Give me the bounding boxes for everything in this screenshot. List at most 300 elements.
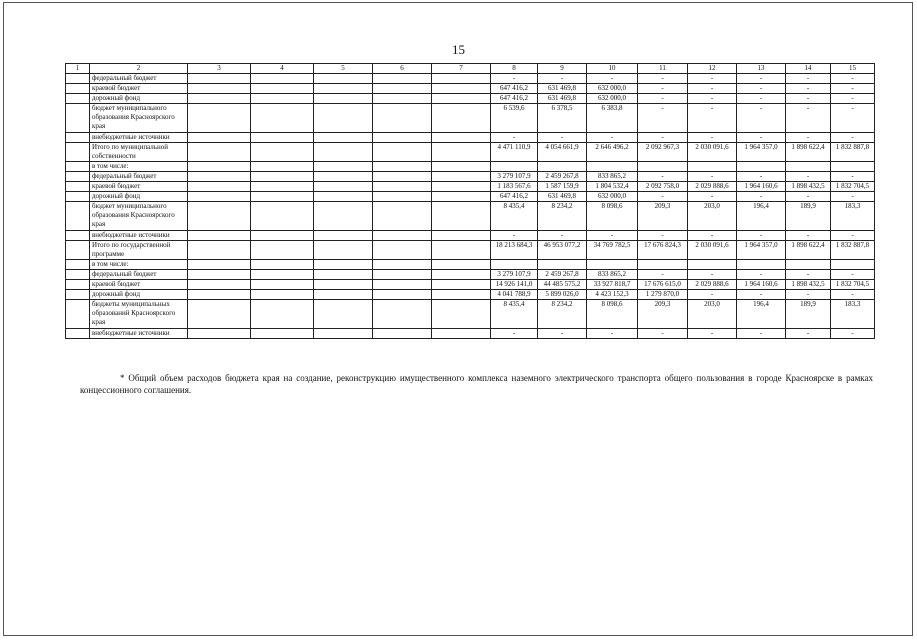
value-cell: 2 646 496,2 bbox=[587, 143, 638, 162]
row-label: внебюджетные источники bbox=[90, 231, 188, 241]
value-cell: - bbox=[786, 231, 831, 241]
value-cell bbox=[688, 162, 737, 172]
value-cell: - bbox=[786, 172, 831, 182]
row-cell-empty bbox=[251, 84, 314, 94]
row-label: дорожный фонд bbox=[90, 290, 188, 300]
value-cell: 1 964 160,6 bbox=[737, 280, 786, 290]
row-cell-empty bbox=[373, 280, 432, 290]
row-cell-empty bbox=[66, 143, 90, 162]
value-cell: 17 676 824,3 bbox=[638, 241, 688, 260]
value-cell: 8 098,6 bbox=[587, 202, 638, 231]
row-cell-empty bbox=[251, 172, 314, 182]
row-cell-empty bbox=[66, 192, 90, 202]
value-cell: - bbox=[688, 192, 737, 202]
value-cell: - bbox=[786, 329, 831, 339]
value-cell: 2 029 888,6 bbox=[688, 182, 737, 192]
row-cell-empty bbox=[314, 300, 373, 329]
row-cell-empty bbox=[251, 290, 314, 300]
row-label: в том числе: bbox=[90, 260, 188, 270]
row-cell-empty bbox=[66, 162, 90, 172]
value-cell: 1 587 159,9 bbox=[538, 182, 587, 192]
row-label: федеральный бюджет bbox=[90, 74, 188, 84]
row-cell-empty bbox=[188, 133, 251, 143]
value-cell: - bbox=[737, 84, 786, 94]
column-header: 6 bbox=[373, 64, 432, 74]
value-cell: 196,4 bbox=[737, 202, 786, 231]
value-cell: 8 098,6 bbox=[587, 300, 638, 329]
row-cell-empty bbox=[188, 162, 251, 172]
value-cell: - bbox=[638, 172, 688, 182]
column-header: 15 bbox=[831, 64, 875, 74]
row-cell-empty bbox=[66, 202, 90, 231]
row-label: краевой бюджет bbox=[90, 84, 188, 94]
value-cell: - bbox=[831, 133, 875, 143]
row-cell-empty bbox=[251, 202, 314, 231]
value-cell: 2 459 267,8 bbox=[538, 172, 587, 182]
row-cell-empty bbox=[188, 94, 251, 104]
row-cell-empty bbox=[373, 94, 432, 104]
row-cell-empty bbox=[432, 104, 491, 133]
value-cell: - bbox=[831, 172, 875, 182]
row-cell-empty bbox=[314, 231, 373, 241]
row-cell-empty bbox=[314, 329, 373, 339]
value-cell: - bbox=[688, 290, 737, 300]
value-cell bbox=[587, 260, 638, 270]
row-cell-empty bbox=[314, 162, 373, 172]
value-cell: - bbox=[688, 104, 737, 133]
row-cell-empty bbox=[66, 270, 90, 280]
value-cell: - bbox=[538, 133, 587, 143]
column-header: 9 bbox=[538, 64, 587, 74]
value-cell: 44 485 575,2 bbox=[538, 280, 587, 290]
row-cell-empty bbox=[188, 202, 251, 231]
value-cell: - bbox=[786, 104, 831, 133]
row-cell-empty bbox=[188, 260, 251, 270]
value-cell: 4 471 110,9 bbox=[491, 143, 538, 162]
value-cell: - bbox=[688, 329, 737, 339]
row-cell-empty bbox=[432, 329, 491, 339]
row-cell-empty bbox=[66, 94, 90, 104]
row-label: Итого по муниципальной собственности bbox=[90, 143, 188, 162]
row-cell-empty bbox=[432, 290, 491, 300]
row-cell-empty bbox=[251, 133, 314, 143]
row-cell-empty bbox=[188, 231, 251, 241]
column-header: 2 bbox=[90, 64, 188, 74]
value-cell: - bbox=[737, 94, 786, 104]
value-cell: 2 029 888,6 bbox=[688, 280, 737, 290]
row-cell-empty bbox=[373, 329, 432, 339]
row-cell-empty bbox=[314, 94, 373, 104]
value-cell: - bbox=[831, 104, 875, 133]
row-cell-empty bbox=[314, 241, 373, 260]
row-cell-empty bbox=[432, 182, 491, 192]
value-cell: - bbox=[587, 74, 638, 84]
value-cell: - bbox=[538, 329, 587, 339]
value-cell: 209,3 bbox=[638, 300, 688, 329]
value-cell: 3 279 107,9 bbox=[491, 270, 538, 280]
value-cell: 5 899 026,0 bbox=[538, 290, 587, 300]
table-row bbox=[66, 202, 875, 231]
row-cell-empty bbox=[432, 241, 491, 260]
column-header: 12 bbox=[688, 64, 737, 74]
value-cell bbox=[688, 260, 737, 270]
column-header: 10 bbox=[587, 64, 638, 74]
value-cell: - bbox=[737, 104, 786, 133]
row-cell-empty bbox=[66, 74, 90, 84]
value-cell: - bbox=[688, 231, 737, 241]
table-row bbox=[66, 162, 875, 172]
value-cell: - bbox=[688, 133, 737, 143]
table-row bbox=[66, 270, 875, 280]
value-cell: 6 383,8 bbox=[587, 104, 638, 133]
row-cell-empty bbox=[373, 202, 432, 231]
row-cell-empty bbox=[188, 290, 251, 300]
value-cell: - bbox=[587, 133, 638, 143]
value-cell: - bbox=[786, 290, 831, 300]
value-cell bbox=[638, 260, 688, 270]
value-cell: - bbox=[831, 74, 875, 84]
row-cell-empty bbox=[373, 260, 432, 270]
table-row bbox=[66, 241, 875, 260]
table-row bbox=[66, 84, 875, 94]
value-cell: - bbox=[587, 231, 638, 241]
value-cell: 833 865,2 bbox=[587, 172, 638, 182]
value-cell: 46 953 077,2 bbox=[538, 241, 587, 260]
row-label: бюджеты муниципальных образований Красноярского края bbox=[90, 300, 188, 329]
row-cell-empty bbox=[188, 270, 251, 280]
row-cell-empty bbox=[66, 133, 90, 143]
column-header: 13 bbox=[737, 64, 786, 74]
value-cell: - bbox=[737, 74, 786, 84]
value-cell: 631 469,8 bbox=[538, 94, 587, 104]
value-cell: 33 927 818,7 bbox=[587, 280, 638, 290]
value-cell: - bbox=[737, 231, 786, 241]
table-row bbox=[66, 94, 875, 104]
value-cell: 1 898 622,4 bbox=[786, 143, 831, 162]
value-cell: - bbox=[638, 94, 688, 104]
value-cell: 4 054 661,9 bbox=[538, 143, 587, 162]
value-cell bbox=[786, 162, 831, 172]
row-label: бюджет муниципального образования Красноярского края bbox=[90, 202, 188, 231]
row-cell-empty bbox=[373, 231, 432, 241]
value-cell: - bbox=[831, 290, 875, 300]
value-cell: 2 092 967,3 bbox=[638, 143, 688, 162]
row-cell-empty bbox=[251, 260, 314, 270]
value-cell: 1 832 887,8 bbox=[831, 143, 875, 162]
row-cell-empty bbox=[373, 74, 432, 84]
column-header: 4 bbox=[251, 64, 314, 74]
value-cell: 2 459 267,8 bbox=[538, 270, 587, 280]
value-cell bbox=[737, 260, 786, 270]
value-cell: 1 279 870,0 bbox=[638, 290, 688, 300]
row-cell-empty bbox=[314, 192, 373, 202]
row-cell-empty bbox=[251, 192, 314, 202]
value-cell: - bbox=[831, 192, 875, 202]
column-header: 5 bbox=[314, 64, 373, 74]
value-cell: 1 832 704,5 bbox=[831, 182, 875, 192]
row-cell-empty bbox=[66, 300, 90, 329]
row-cell-empty bbox=[314, 74, 373, 84]
row-cell-empty bbox=[251, 104, 314, 133]
value-cell: 4 423 152,3 bbox=[587, 290, 638, 300]
row-cell-empty bbox=[251, 94, 314, 104]
value-cell: - bbox=[737, 290, 786, 300]
row-cell-empty bbox=[314, 270, 373, 280]
row-cell-empty bbox=[66, 260, 90, 270]
footnote-text: * Общий объем расходов бюджета края на создание, реконструкцию имущественного комплекса наземного электрического транспорта общего пользования в городе Красноярске в рамках концессионного соглашения. bbox=[80, 373, 873, 395]
value-cell: - bbox=[638, 104, 688, 133]
row-cell-empty bbox=[251, 162, 314, 172]
value-cell: 196,4 bbox=[737, 300, 786, 329]
row-cell-empty bbox=[188, 300, 251, 329]
value-cell: 631 469,8 bbox=[538, 192, 587, 202]
value-cell: 2 030 091,6 bbox=[688, 241, 737, 260]
row-cell-empty bbox=[432, 162, 491, 172]
value-cell: 203,0 bbox=[688, 202, 737, 231]
table-row bbox=[66, 192, 875, 202]
value-cell: - bbox=[786, 192, 831, 202]
value-cell: 1 183 567,6 bbox=[491, 182, 538, 192]
value-cell: 1 832 887,8 bbox=[831, 241, 875, 260]
value-cell: - bbox=[491, 329, 538, 339]
value-cell: 1 804 532,4 bbox=[587, 182, 638, 192]
row-cell-empty bbox=[314, 143, 373, 162]
value-cell: 1 898 432,5 bbox=[786, 280, 831, 290]
value-cell: 3 279 107,9 bbox=[491, 172, 538, 182]
row-cell-empty bbox=[251, 143, 314, 162]
row-cell-empty bbox=[314, 290, 373, 300]
row-label: внебюджетные источники bbox=[90, 133, 188, 143]
row-label: краевой бюджет bbox=[90, 280, 188, 290]
value-cell: - bbox=[737, 270, 786, 280]
value-cell bbox=[737, 162, 786, 172]
value-cell: 8 234,2 bbox=[538, 300, 587, 329]
table-row bbox=[66, 231, 875, 241]
row-cell-empty bbox=[432, 192, 491, 202]
value-cell: - bbox=[688, 84, 737, 94]
row-cell-empty bbox=[432, 280, 491, 290]
value-cell: 647 416,2 bbox=[491, 84, 538, 94]
value-cell: 1 964 357,0 bbox=[737, 143, 786, 162]
table-row bbox=[66, 143, 875, 162]
row-cell-empty bbox=[432, 172, 491, 182]
row-cell-empty bbox=[373, 143, 432, 162]
row-cell-empty bbox=[373, 241, 432, 260]
column-header: 1 bbox=[66, 64, 90, 74]
value-cell bbox=[638, 162, 688, 172]
value-cell: - bbox=[538, 231, 587, 241]
row-cell-empty bbox=[188, 84, 251, 94]
row-cell-empty bbox=[251, 300, 314, 329]
value-cell: - bbox=[638, 192, 688, 202]
value-cell: 1 898 622,4 bbox=[786, 241, 831, 260]
row-cell-empty bbox=[314, 280, 373, 290]
value-cell: 647 416,2 bbox=[491, 94, 538, 104]
row-cell-empty bbox=[373, 104, 432, 133]
value-cell: 6 539,6 bbox=[491, 104, 538, 133]
row-cell-empty bbox=[432, 300, 491, 329]
table-row bbox=[66, 172, 875, 182]
row-label: внебюджетные источники bbox=[90, 329, 188, 339]
value-cell: 17 676 615,0 bbox=[638, 280, 688, 290]
value-cell bbox=[831, 162, 875, 172]
row-cell-empty bbox=[432, 231, 491, 241]
column-header: 14 bbox=[786, 64, 831, 74]
value-cell: 183,3 bbox=[831, 202, 875, 231]
value-cell bbox=[491, 162, 538, 172]
column-header: 8 bbox=[491, 64, 538, 74]
value-cell: 632 000,0 bbox=[587, 84, 638, 94]
row-cell-empty bbox=[373, 300, 432, 329]
value-cell: - bbox=[737, 172, 786, 182]
row-cell-empty bbox=[314, 104, 373, 133]
row-label: бюджет муниципального образования Красноярского края bbox=[90, 104, 188, 133]
table-row bbox=[66, 290, 875, 300]
value-cell: 189,9 bbox=[786, 300, 831, 329]
value-cell: - bbox=[638, 74, 688, 84]
value-cell: 1 898 432,5 bbox=[786, 182, 831, 192]
row-label: федеральный бюджет bbox=[90, 172, 188, 182]
table-row bbox=[66, 329, 875, 339]
table-row bbox=[66, 74, 875, 84]
row-cell-empty bbox=[251, 270, 314, 280]
row-cell-empty bbox=[373, 270, 432, 280]
row-label: краевой бюджет bbox=[90, 182, 188, 192]
row-cell-empty bbox=[373, 182, 432, 192]
table-row bbox=[66, 260, 875, 270]
value-cell: - bbox=[786, 74, 831, 84]
value-cell: 833 865,2 bbox=[587, 270, 638, 280]
value-cell: - bbox=[786, 94, 831, 104]
row-cell-empty bbox=[314, 84, 373, 94]
value-cell: 203,0 bbox=[688, 300, 737, 329]
row-cell-empty bbox=[188, 192, 251, 202]
value-cell: - bbox=[491, 133, 538, 143]
row-cell-empty bbox=[188, 74, 251, 84]
row-label: дорожный фонд bbox=[90, 192, 188, 202]
value-cell: 8 234,2 bbox=[538, 202, 587, 231]
value-cell: 1 964 160,6 bbox=[737, 182, 786, 192]
budget-table bbox=[65, 63, 875, 339]
value-cell: 632 000,0 bbox=[587, 94, 638, 104]
value-cell: 647 416,2 bbox=[491, 192, 538, 202]
value-cell: - bbox=[491, 74, 538, 84]
row-cell-empty bbox=[251, 329, 314, 339]
value-cell: - bbox=[638, 231, 688, 241]
header-row bbox=[66, 64, 875, 74]
value-cell: - bbox=[638, 329, 688, 339]
value-cell: 2 092 758,0 bbox=[638, 182, 688, 192]
value-cell bbox=[587, 162, 638, 172]
value-cell: - bbox=[638, 270, 688, 280]
value-cell: 1 832 704,5 bbox=[831, 280, 875, 290]
value-cell: 8 435,4 bbox=[491, 202, 538, 231]
value-cell: - bbox=[737, 329, 786, 339]
row-cell-empty bbox=[188, 280, 251, 290]
row-cell-empty bbox=[66, 241, 90, 260]
row-cell-empty bbox=[314, 182, 373, 192]
value-cell: 4 041 788,9 bbox=[491, 290, 538, 300]
row-cell-empty bbox=[373, 162, 432, 172]
row-cell-empty bbox=[314, 172, 373, 182]
value-cell: - bbox=[786, 270, 831, 280]
value-cell: 1 964 357,0 bbox=[737, 241, 786, 260]
value-cell: - bbox=[688, 270, 737, 280]
row-cell-empty bbox=[66, 280, 90, 290]
row-cell-empty bbox=[66, 84, 90, 94]
value-cell: - bbox=[786, 84, 831, 94]
value-cell: - bbox=[638, 133, 688, 143]
row-cell-empty bbox=[66, 329, 90, 339]
row-cell-empty bbox=[251, 280, 314, 290]
row-label: федеральный бюджет bbox=[90, 270, 188, 280]
row-cell-empty bbox=[66, 182, 90, 192]
value-cell bbox=[491, 260, 538, 270]
value-cell: - bbox=[538, 74, 587, 84]
row-cell-empty bbox=[251, 241, 314, 260]
column-header: 3 bbox=[188, 64, 251, 74]
row-cell-empty bbox=[373, 133, 432, 143]
value-cell bbox=[538, 162, 587, 172]
row-cell-empty bbox=[432, 202, 491, 231]
value-cell: - bbox=[491, 231, 538, 241]
row-cell-empty bbox=[432, 133, 491, 143]
table-row bbox=[66, 104, 875, 133]
row-cell-empty bbox=[188, 329, 251, 339]
row-cell-empty bbox=[432, 74, 491, 84]
value-cell: 189,9 bbox=[786, 202, 831, 231]
value-cell: - bbox=[831, 329, 875, 339]
row-label: дорожный фонд bbox=[90, 94, 188, 104]
table-row bbox=[66, 182, 875, 192]
row-cell-empty bbox=[373, 192, 432, 202]
value-cell bbox=[786, 260, 831, 270]
value-cell: - bbox=[638, 84, 688, 94]
row-cell-empty bbox=[188, 172, 251, 182]
value-cell: 632 000,0 bbox=[587, 192, 638, 202]
row-cell-empty bbox=[314, 260, 373, 270]
value-cell: - bbox=[688, 94, 737, 104]
row-label: в том числе: bbox=[90, 162, 188, 172]
row-cell-empty bbox=[251, 231, 314, 241]
row-cell-empty bbox=[432, 84, 491, 94]
value-cell: - bbox=[737, 192, 786, 202]
table-row bbox=[66, 280, 875, 290]
value-cell: 14 926 141,0 bbox=[491, 280, 538, 290]
row-cell-empty bbox=[432, 94, 491, 104]
row-cell-empty bbox=[432, 260, 491, 270]
value-cell: - bbox=[688, 172, 737, 182]
row-cell-empty bbox=[432, 270, 491, 280]
value-cell: - bbox=[786, 133, 831, 143]
row-cell-empty bbox=[66, 290, 90, 300]
row-cell-empty bbox=[432, 143, 491, 162]
value-cell: 34 769 782,5 bbox=[587, 241, 638, 260]
row-cell-empty bbox=[188, 241, 251, 260]
row-cell-empty bbox=[188, 143, 251, 162]
row-cell-empty bbox=[188, 104, 251, 133]
row-cell-empty bbox=[251, 74, 314, 84]
column-header: 11 bbox=[638, 64, 688, 74]
value-cell: - bbox=[831, 270, 875, 280]
row-cell-empty bbox=[373, 84, 432, 94]
value-cell bbox=[831, 260, 875, 270]
table-row bbox=[66, 133, 875, 143]
row-cell-empty bbox=[66, 104, 90, 133]
row-cell-empty bbox=[251, 182, 314, 192]
page-number: 15 bbox=[452, 42, 465, 57]
value-cell: - bbox=[737, 133, 786, 143]
